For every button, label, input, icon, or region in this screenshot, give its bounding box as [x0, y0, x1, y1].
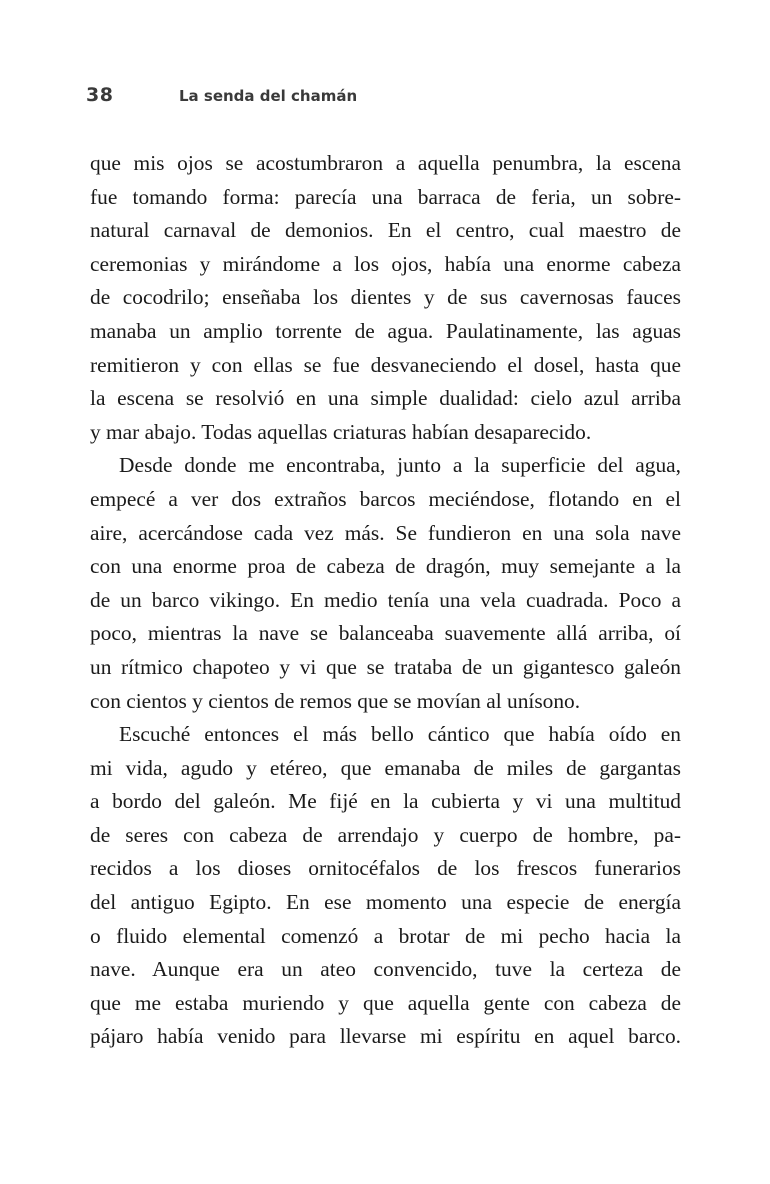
text-line: y mar abajo. Todas aquellas criaturas habían desaparecido. [90, 419, 592, 444]
page-number: 38 [86, 84, 114, 106]
text-line: nave. Aunque era un ateo convencido, tuve la certeza de [90, 957, 681, 982]
text-line: poco, mientras la nave se balanceaba suavemente allá arriba, oí [90, 621, 681, 646]
paragraph-2 [90, 449, 681, 718]
text-line: de un barco vikingo. En medio tenía una vela cuadrada. Poco a [90, 587, 681, 612]
text-line: Escuché entonces el más bello cántico que había oído en [119, 722, 681, 747]
text-line: natural carnaval de demonios. En el centro, cual maestro de [90, 218, 681, 243]
text-line: fue tomando forma: parecía una barraca de feria, un sobre- [90, 184, 681, 209]
text-line: un rítmico chapoteo y vi que se trataba de un gigantesco galeón [90, 654, 681, 679]
text-line: manaba un amplio torrente de agua. Paulatinamente, las aguas [90, 318, 681, 343]
text-line: a bordo del galeón. Me fijé en la cubierta y vi una multitud [90, 789, 681, 814]
text-line: o fluido elemental comenzó a brotar de mi pecho hacia la [90, 923, 681, 948]
running-header [86, 84, 684, 108]
text-line: ceremonias y mirándome a los ojos, había una enorme cabeza [90, 251, 681, 276]
text-line: remitieron y con ellas se fue desvaneciendo el dosel, hasta que [90, 352, 681, 377]
text-line: Desde donde me encontraba, junto a la superficie del agua, [119, 453, 681, 478]
text-line: aire, acercándose cada vez más. Se fundieron en una sola nave [90, 520, 681, 545]
book-title: La senda del chamán [179, 87, 358, 105]
text-line: que mis ojos se acostumbraron a aquella penumbra, la escena [90, 151, 681, 175]
text-line: del antiguo Egipto. En ese momento una especie de energía [90, 890, 681, 915]
text-line: la escena se resolvió en una simple dualidad: cielo azul arriba [90, 386, 681, 411]
text-line: con una enorme proa de cabeza de dragón, muy semejante a la [90, 554, 681, 579]
text-line: con cientos y cientos de remos que se movían al unísono. [90, 688, 581, 713]
paragraph-3 [90, 718, 681, 1054]
text-line: de seres con cabeza de arrendajo y cuerpo de hombre, pa- [90, 822, 681, 847]
text-line: recidos a los dioses ornitocéfalos de los frescos funerarios [90, 856, 681, 881]
text-line: mi vida, agudo y etéreo, que emanaba de miles de gargantas [90, 755, 681, 780]
text-line: de cocodrilo; enseñaba los dientes y de sus cavernosas fauces [90, 285, 681, 310]
body-text [90, 147, 681, 1054]
paragraph-1 [90, 147, 681, 449]
text-line: pájaro había venido para llevarse mi espíritu en aquel barco. [90, 1024, 681, 1049]
text-line: empecé a ver dos extraños barcos meciéndose, flotando en el [90, 486, 681, 511]
text-line: que me estaba muriendo y que aquella gente con cabeza de [90, 990, 681, 1015]
